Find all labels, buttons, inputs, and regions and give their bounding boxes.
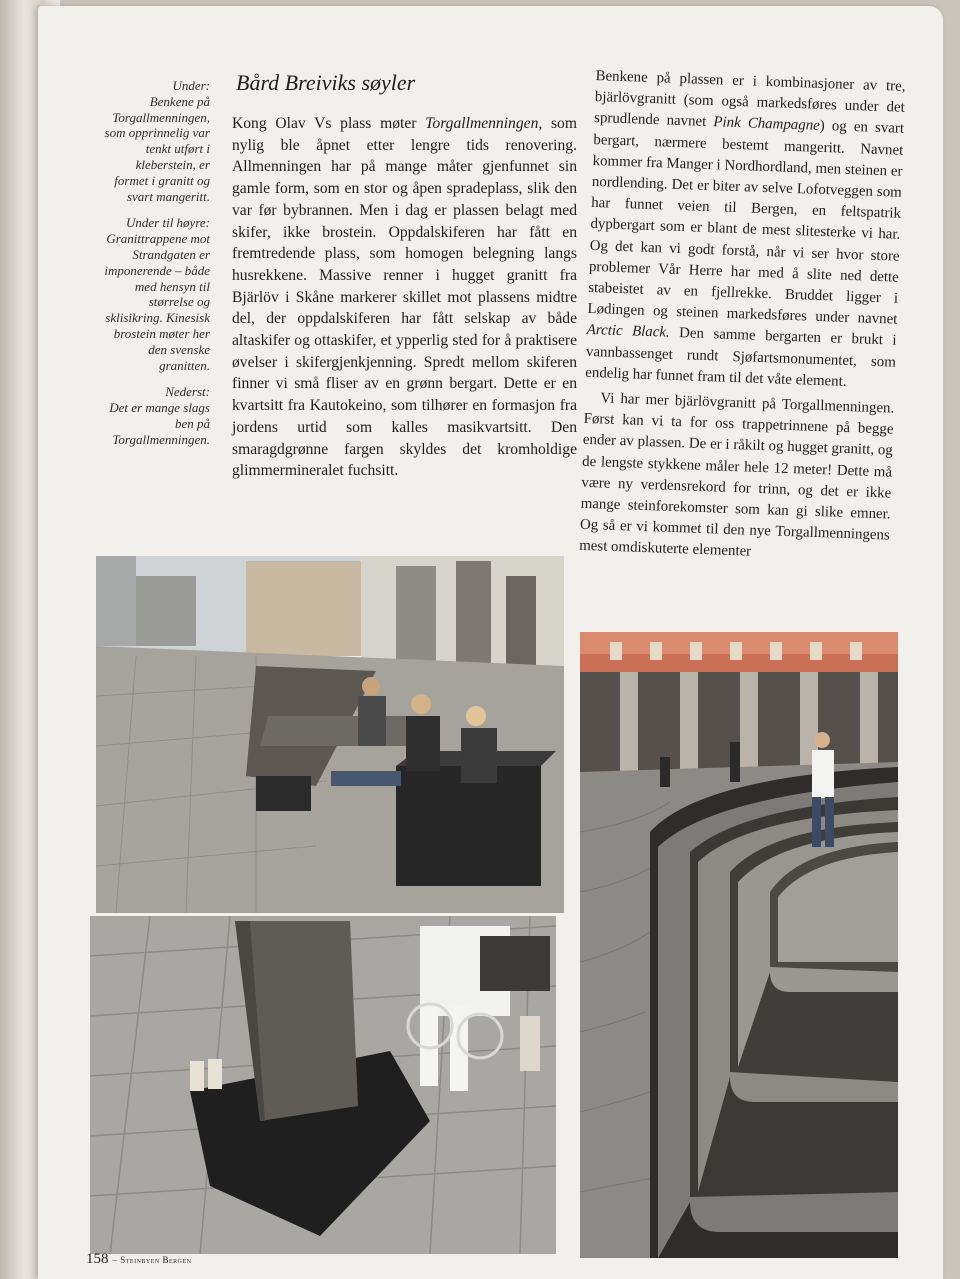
- caption-right-text: Granittrappene mot Strandgaten er imponerende – både med hensyn til størrelse og sklisikring. Kinesisk brostein møter her den svenske granitten.: [104, 231, 210, 373]
- photo-granite-stairs: [580, 632, 898, 1258]
- photo-benches-square: [96, 556, 564, 913]
- column-2-paragraph-1: [585, 66, 906, 395]
- caption-bottom-label: Nederst:: [165, 384, 210, 400]
- col1-emphasis: Torgallmenningen,: [425, 115, 543, 132]
- caption-right: [100, 215, 210, 373]
- col1-text-start: Kong Olav Vs plass møter: [232, 115, 426, 132]
- col1-text-rest: som nylig ble åpnet etter lengre tids renovering. Allmenningen har på mange måter gjenfunnet sin gamle form, som en stor og åpen spradeplass, slik den var før bybrannen. Men i dag er plassen belagt med skifer, ikke brostein. Oppdalskiferen har fått en fremtredende plass, som homogen belegning langs husrekkene. Massive renner i hugget granitt fra Bjärlöv i Skåne markerer skillet mot plassens midtre del, der oppdalskiferen har fått selskap av både altaskifer og ottaskifer, et ypperlig sted for å praktisere øvelser i skifergjenkjenning. Spredt mellom skiferen finner vi små fliser av en grønn bergart. Dette er en kvartsitt fra Kautokeino, som tilhører en formasjon fra jordens urtid som kalles masikvartsitt. Den smaragdgrønne fargen skyldes det kromholdige glimmermineralet fuchsitt.: [232, 115, 577, 480]
- photo-pillar-legs: [90, 916, 556, 1254]
- article-title: Bård Breiviks søyler: [236, 70, 416, 95]
- caption-under-text: Benkene på Torgallmenningen, som opprinnelig var tenkt utført i kleberstein, er formet i granitt og svart mangeritt.: [104, 93, 210, 204]
- article-column-2: [579, 66, 906, 568]
- col2-p1-text-a: Benkene på plassen er i kombinasjoner av tre, bjärlövgranitt (som også markedsføres under det sprudlende navnet: [593, 67, 906, 131]
- article-column-1: [232, 113, 577, 482]
- caption-bottom-text: Det er mange slags ben på Torgallmenningen.: [109, 400, 210, 447]
- caption-right-label: Under til høyre:: [126, 215, 210, 231]
- page-footer: [86, 1251, 192, 1268]
- running-title: – Steinbyen Bergen: [112, 1255, 192, 1265]
- caption-bottom: [100, 384, 210, 447]
- page-number: 158: [86, 1251, 109, 1267]
- col2-p1-text-c: Den samme bergarten er brukt i vannbassenget rundt Sjøfartsmonumentet, som endelig har funnet fram til det våte element.: [585, 325, 897, 390]
- col2-p1-text-b: ) og en svart bergart, nærmere bestemt mangeritt. Navnet kommer fra Manger i Nordhordland, men steinen er nordlending. Det er biter av selve Lofotveggen som har funnet veien til Bergen, en feltspatrik dypbergart som er blant de mest slitesterke vi har. Og det kan vi godt forstå, når vi ser hvor store problemer Vår Herre har med å slite ned dette stabeistet av en fjellrekke. Bruddet ligger i Lødingen og steinen markedsføres under navnet: [587, 118, 905, 328]
- column-1-paragraph: [232, 113, 577, 482]
- photo-captions: [100, 78, 210, 459]
- caption-under: [100, 78, 210, 204]
- caption-under-label: Under:: [172, 78, 210, 93]
- col2-p1-emphasis-2: Arctic Black.: [586, 322, 670, 342]
- col2-p1-emphasis-1: Pink Champagne: [713, 114, 821, 135]
- column-2-paragraph-2: Vi har mer bjärlövgranitt på Torgallmenningen. Først kan vi ta for oss trappetrinnene på begge ender av plassen. De er i råkilt og hugget granitt, og de lengste stykkene måler hele 12 meter! Dette må være ny verdensrekord for trinn, og det er ikke mange steinforekomster som kan gi slike emner. Og så er vi kommet til den nye Torgallmenningens mest omdiskuterte elementer: [578, 390, 895, 561]
